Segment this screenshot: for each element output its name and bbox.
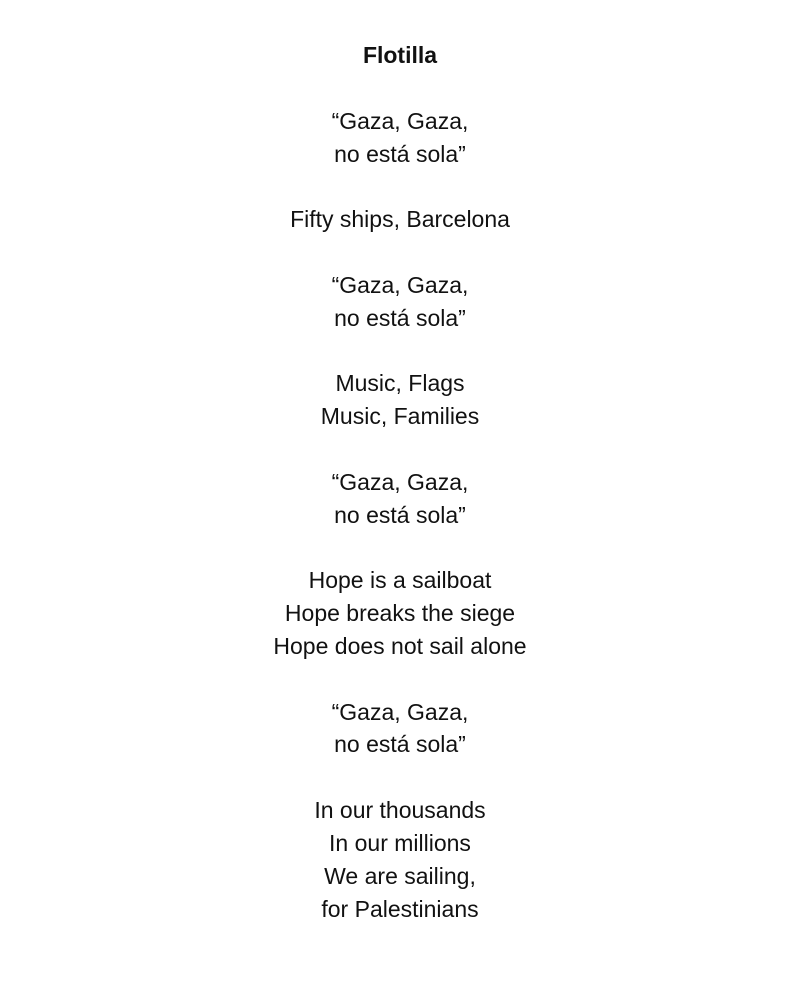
- poem-line: In our thousands: [314, 797, 486, 823]
- poem-line: We are sailing,: [324, 863, 476, 889]
- poem-line: “Gaza, Gaza,: [331, 272, 469, 298]
- poem-line: Hope breaks the siege: [284, 600, 516, 626]
- poem-line: no está sola”: [334, 502, 466, 528]
- poem-line: for Palestinians: [321, 896, 479, 922]
- poem-line: Music, Families: [320, 403, 480, 429]
- poem-line: Fifty ships, Barcelona: [290, 206, 510, 232]
- poem-line: Hope does not sail alone: [273, 633, 527, 659]
- poem-line: no está sola”: [334, 731, 466, 757]
- poem-line: In our millions: [329, 830, 471, 856]
- poem-line: no está sola”: [334, 305, 466, 331]
- poem-title: Flotilla: [362, 42, 438, 68]
- poem-line: Music, Flags: [335, 370, 465, 396]
- poem-line: “Gaza, Gaza,: [331, 108, 469, 134]
- poem-line: Hope is a sailboat: [308, 567, 492, 593]
- poem-line: no está sola”: [334, 141, 466, 167]
- poem-line: “Gaza, Gaza,: [331, 699, 469, 725]
- poem-line: “Gaza, Gaza,: [331, 469, 469, 495]
